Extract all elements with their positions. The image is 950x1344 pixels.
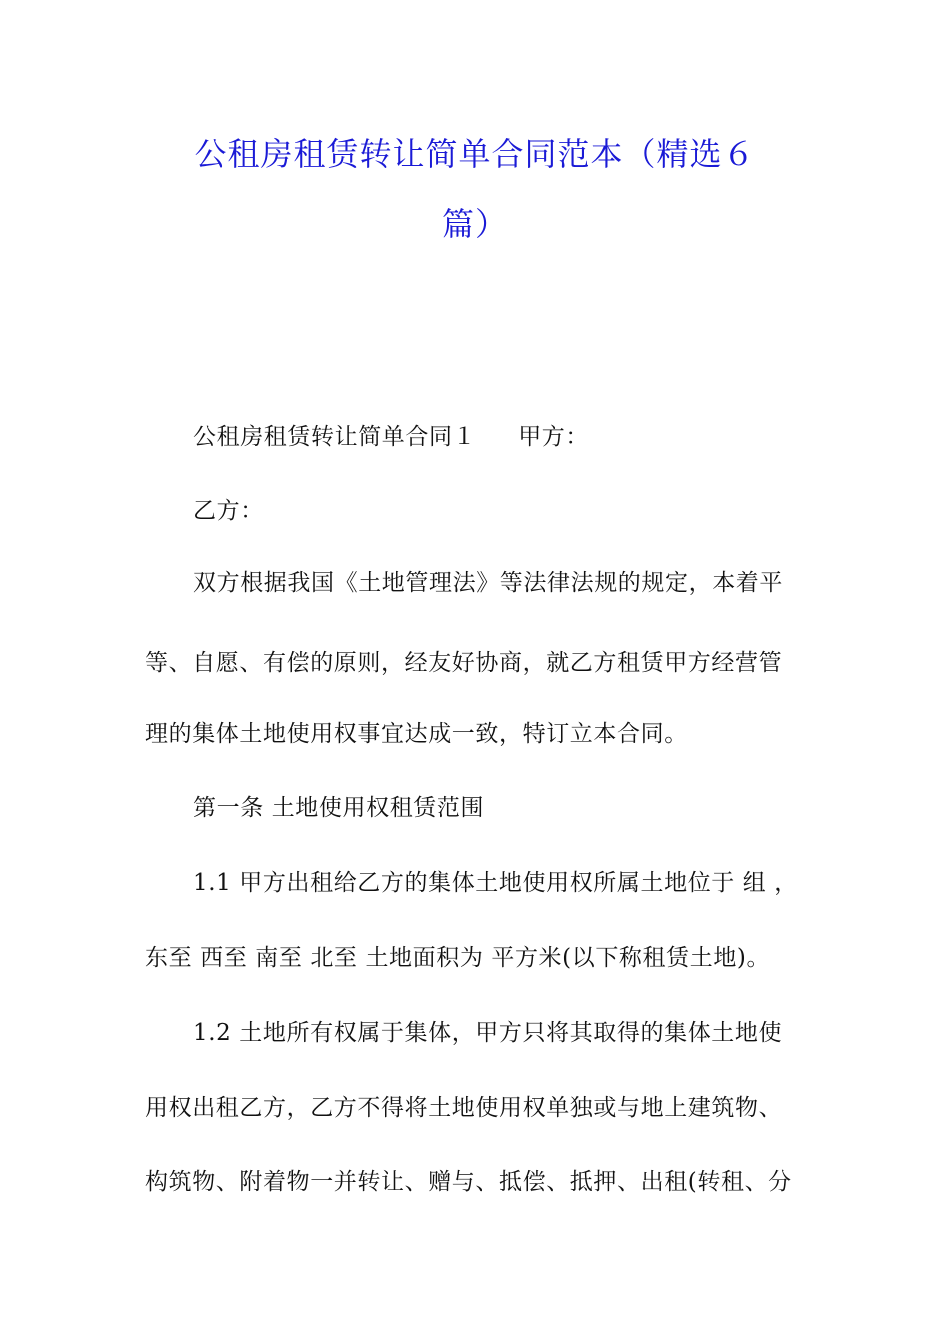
clause-1-2-line-2: 用权出租乙方，乙方不得将土地使用权单独或与地上建筑物、 [145,1095,783,1121]
clause-1-2-line-3: 构筑物、附着物一并转让、赠与、抵偿、抵押、出租(转租、分 [145,1169,792,1195]
document-title-line-1: 公租房租赁转让简单合同范本（精选６ [194,135,756,173]
clause-1-2-line-1: 1.2 土地所有权属于集体，甲方只将其取得的集体土地使 [193,1020,783,1046]
article-1-heading: 第一条 土地使用权租赁范围 [193,795,485,821]
party-a-label: 甲方： [518,424,590,450]
intro-paragraph-line-3: 理的集体土地使用权事宜达成一致，特订立本合同。 [145,721,688,747]
contract-heading-title: 公租房租赁转让简单合同１ [193,424,477,450]
clause-1-1-line-1: 1.1 甲方出租给乙方的集体土地使用权所属土地位于 组 ， [193,870,798,896]
intro-paragraph-line-2: 等、自愿、有偿的原则，经友好协商，就乙方租赁甲方经营管 [145,650,783,676]
document-title-line-2: 篇） [441,205,508,243]
party-b-label: 乙方： [193,498,264,524]
intro-paragraph-line-1: 双方根据我国《土地管理法》等法律法规的规定，本着平 [193,570,783,596]
contract-heading [193,421,873,453]
clause-1-1-line-2: 东至 西至 南至 北至 土地面积为 平方米(以下称租赁土地)。 [145,945,771,971]
